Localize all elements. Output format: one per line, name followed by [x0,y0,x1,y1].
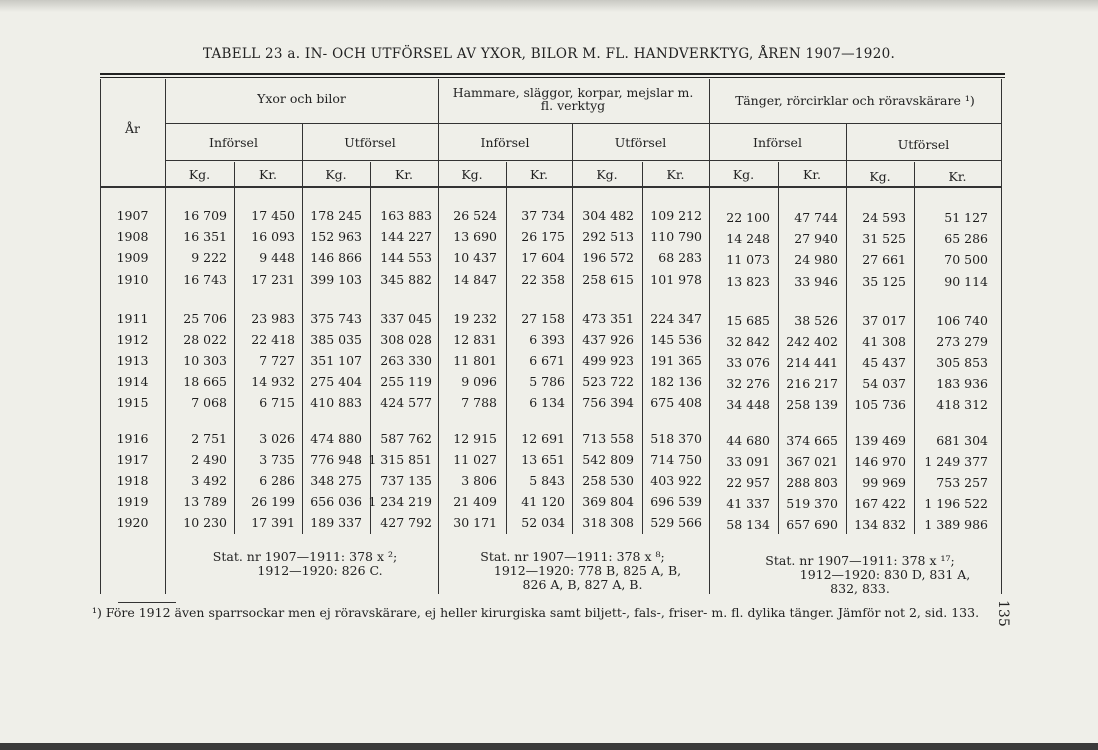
year-cell: 1913 [116,353,149,368]
table-cell: 41 337 [726,496,770,511]
stat-note-line: 1912—1920: 778 B, 825 A, B, [493,563,682,578]
table-cell: 99 969 [862,475,906,490]
kr-header: Kr. [666,167,685,182]
utforsel-header: Utförsel [344,135,396,150]
table-cell: 410 883 [310,395,362,410]
table-cell: 10 437 [453,250,497,265]
kg-header: Kg. [732,167,755,182]
table-cell: 26 175 [521,229,565,244]
table-cell: 214 441 [786,355,838,370]
table-cell: 183 936 [936,376,988,391]
table-cell: 38 526 [794,313,838,328]
table-cell: 737 135 [380,473,432,488]
table-cell: 273 279 [936,334,988,349]
stat-note-line: 1912—1920: 826 C. [257,563,383,578]
table-cell: 24 593 [862,210,906,225]
table-cell: 696 539 [650,494,702,509]
table-cell: 15 685 [726,313,770,328]
table-cell: 23 983 [251,311,295,326]
table-cell: 12 831 [453,332,497,347]
table-cell: 31 525 [862,231,906,246]
table-title: TABELL 23 a. IN- OCH UTFÖRSEL AV YXOR, BILOR M. FL. HANDVERKTYG, ÅREN 1907—1920. [202,46,896,62]
table-cell: 14 932 [251,374,295,389]
table-cell: 134 832 [854,517,906,532]
table-cell: 21 409 [453,494,497,509]
table-cell: 41 308 [862,334,906,349]
table-cell: 242 402 [786,334,838,349]
table-cell: 13 690 [453,229,497,244]
table-cell: 9 222 [191,250,227,265]
stat-note-group3 [725,554,995,596]
table-cell: 163 883 [380,208,432,223]
header-line [165,160,1001,161]
year-cell: 1919 [116,494,149,509]
table-cell: 101 978 [650,272,702,287]
page-number: 135 [995,600,1011,627]
year-cell: 1914 [116,374,149,389]
table-cell: 11 073 [726,252,770,267]
table-cell: 318 308 [582,515,634,530]
table-cell: 518 370 [650,431,702,446]
table-cell: 27 940 [794,231,838,246]
table-cell: 196 572 [582,250,634,265]
footnote: ¹) Före 1912 även sparrsockar men ej röravskärare, ej heller kirurgiska samt biljett-, fals-, friser- m. fl. dylika tänger. Jämför not 2, sid. 133. [92,605,980,620]
table-cell: 10 303 [183,353,227,368]
table-cell: 16 709 [183,208,227,223]
table-cell: 9 448 [259,250,295,265]
table-cell: 523 722 [582,374,634,389]
table-cell: 1 389 986 [924,517,988,532]
table-cell: 16 743 [183,272,227,287]
table-cell: 51 127 [944,210,988,225]
stat-note-line: 1912—1920: 830 D, 831 A, [799,567,971,582]
table-cell: 13 789 [183,494,227,509]
table-cell: 473 351 [582,311,634,326]
footnote-rule [118,602,176,603]
table-cell: 587 762 [380,431,432,446]
table-cell: 182 136 [650,374,702,389]
kr-header: Kr. [530,167,548,182]
table-cell: 106 740 [936,313,988,328]
table-cell: 7 068 [191,395,227,410]
table-cell: 529 566 [650,515,702,530]
table-cell: 16 351 [183,229,227,244]
utforsel-header: Utförsel [897,137,950,152]
table-cell: 27 158 [521,311,565,326]
table-cell: 399 103 [310,272,362,287]
utforsel-header: Utförsel [614,135,667,150]
table-cell: 33 946 [794,274,838,289]
table-cell: 345 882 [380,272,432,287]
group1-header: Yxor och bilor [257,91,346,106]
table-cell: 90 114 [944,274,988,289]
year-cell: 1917 [116,452,149,467]
table-cell: 65 286 [944,231,988,246]
table-cell: 32 276 [726,376,770,391]
year-cell: 1907 [116,208,149,223]
table-cell: 424 577 [380,395,432,410]
year-cell: 1916 [116,431,149,446]
table-cell: 22 100 [726,210,770,225]
stat-note-line: 832, 833. [830,581,890,596]
table-cell: 13 823 [726,274,770,289]
table-cell: 224 347 [650,311,702,326]
table-cell: 11 027 [453,452,497,467]
year-cell: 1910 [116,272,149,287]
col-divider [914,162,915,534]
year-cell: 1920 [116,515,149,530]
table-cell: 139 469 [854,433,906,448]
table-cell: 146 866 [310,250,362,265]
table-cell: 385 035 [310,332,362,347]
table-cell: 6 715 [259,395,295,410]
table-cell: 144 553 [380,250,432,265]
table-cell: 109 212 [650,208,702,223]
table-cell: 657 690 [786,517,838,532]
table-cell: 34 448 [726,397,770,412]
inforsel-header: Införsel [209,135,258,150]
table-cell: 1 249 377 [924,454,988,469]
table-cell: 44 680 [726,433,770,448]
stat-note-line: Stat. nr 1907—1911: 378 x ¹⁷; [765,553,955,568]
table-cell: 292 513 [582,229,634,244]
table-cell: 3 492 [191,473,227,488]
header-bottom-rule [100,186,1002,188]
table-cell: 144 227 [380,229,432,244]
table-cell: 216 217 [786,376,838,391]
table-cell: 191 365 [650,353,702,368]
table-cell: 542 809 [582,452,634,467]
page-edge-shadow [0,0,1098,12]
table-cell: 5 843 [529,473,565,488]
table-cell: 167 422 [854,496,906,511]
kg-header: Kg. [596,167,618,182]
table-cell: 3 806 [461,473,497,488]
table-cell: 337 045 [380,311,432,326]
table-cell: 1 234 219 [368,494,432,509]
year-cell: 1909 [116,250,149,265]
table-cell: 35 125 [862,274,906,289]
table-cell: 258 615 [582,272,634,287]
table-cell: 30 171 [453,515,497,530]
table-cell: 403 922 [650,473,702,488]
table-cell: 47 744 [794,210,838,225]
kg-header: Kg. [869,169,891,184]
table-cell: 58 134 [726,517,770,532]
table-cell: 713 558 [582,431,634,446]
table-cell: 375 743 [310,311,362,326]
table-cell: 776 948 [310,452,362,467]
year-cell: 1915 [116,395,149,410]
table-cell: 16 093 [251,229,295,244]
table-cell: 11 801 [453,353,497,368]
kr-header: Kr. [395,167,413,182]
table-cell: 374 665 [786,433,838,448]
table-cell: 519 370 [786,496,838,511]
table-right-border [1001,79,1002,594]
kg-header: Kg. [188,167,211,182]
table-cell: 351 107 [310,353,362,368]
table-cell: 18 665 [183,374,227,389]
table-cell: 26 524 [453,208,497,223]
table-cell: 7 727 [259,353,295,368]
table-cell: 26 199 [251,494,295,509]
table-cell: 17 604 [521,250,565,265]
table-cell: 258 139 [786,397,838,412]
table-cell: 52 034 [521,515,565,530]
table-cell: 68 283 [658,250,702,265]
table-cell: 41 120 [521,494,565,509]
table-cell: 145 536 [650,332,702,347]
stat-note-line: 826 A, B, 827 A, B. [522,577,643,592]
year-cell: 1918 [116,473,149,488]
table-cell: 152 963 [310,229,362,244]
table-cell: 6 286 [259,473,295,488]
table-cell: 275 404 [310,374,362,389]
table-cell: 656 036 [310,494,362,509]
inforsel-header: Införsel [480,135,530,150]
kr-header: Kr. [803,167,821,182]
table-cell: 105 736 [854,397,906,412]
stat-note-group1 [180,550,430,578]
table-cell: 6 671 [529,353,565,368]
table-cell: 681 304 [936,433,988,448]
stat-note-group2 [445,550,700,592]
table-cell: 3 735 [259,452,295,467]
table-cell: 437 926 [582,332,634,347]
table-cell: 304 482 [582,208,634,223]
table-cell: 288 803 [786,475,838,490]
table-cell: 110 790 [650,229,702,244]
table-cell: 45 437 [862,355,906,370]
table-cell: 714 750 [650,452,702,467]
table-cell: 33 091 [726,454,770,469]
kg-header: Kg. [461,167,483,182]
table-cell: 367 021 [786,454,838,469]
kg-header: Kg. [325,167,347,182]
table-cell: 70 500 [944,252,988,267]
table-cell: 12 915 [453,431,497,446]
table-cell: 6 134 [529,395,565,410]
table-cell: 22 358 [521,272,565,287]
table-cell: 427 792 [380,515,432,530]
table-cell: 675 408 [650,395,702,410]
table-cell: 1 196 522 [924,496,988,511]
inforsel-header: Införsel [753,135,802,150]
table-cell: 25 706 [183,311,227,326]
table-cell: 28 022 [183,332,227,347]
table-cell: 19 232 [453,311,497,326]
table-cell: 1 315 851 [368,452,432,467]
table-cell: 499 923 [582,353,634,368]
table-cell: 308 028 [380,332,432,347]
title-rule-thin [100,77,1005,78]
table-cell: 255 119 [380,374,432,389]
table-cell: 14 248 [726,231,770,246]
table-cell: 7 788 [461,395,497,410]
stat-note-line: Stat. nr 1907—1911: 378 x ⁸; [480,549,665,564]
table-cell: 24 980 [794,252,838,267]
table-cell: 263 330 [380,353,432,368]
table-cell: 37 734 [521,208,565,223]
table-cell: 418 312 [936,397,988,412]
table-cell: 2 490 [191,452,227,467]
table-cell: 258 530 [582,473,634,488]
table-cell: 9 096 [461,374,497,389]
stat-note-line: Stat. nr 1907—1911: 378 x ²; [212,549,398,564]
table-cell: 189 337 [310,515,362,530]
table-cell: 12 691 [521,431,565,446]
table-cell: 22 418 [251,332,295,347]
table-cell: 17 391 [251,515,295,530]
table-cell: 17 231 [251,272,295,287]
table-cell: 474 880 [310,431,362,446]
table-cell: 33 076 [726,355,770,370]
group2-header: Hammare, släggor, korpar, mejslar m. fl. verktyg [452,85,694,113]
header-line [165,123,1001,124]
year-cell: 1911 [116,311,149,326]
table-cell: 6 393 [529,332,565,347]
table-cell: 13 651 [521,452,565,467]
year-header: År [124,121,140,136]
kr-header: Kr. [259,167,277,182]
table-cell: 756 394 [582,395,634,410]
table-cell: 37 017 [862,313,906,328]
table-cell: 10 230 [183,515,227,530]
table-cell: 753 257 [936,475,988,490]
table-cell: 17 450 [251,208,295,223]
table-cell: 178 245 [310,208,362,223]
table-cell: 348 275 [310,473,362,488]
table-cell: 5 786 [529,374,565,389]
table-cell: 14 847 [453,272,497,287]
table-cell: 369 804 [582,494,634,509]
kr-header: Kr. [948,169,967,184]
table-cell: 2 751 [191,431,227,446]
table-cell: 32 842 [726,334,770,349]
year-cell: 1908 [116,229,149,244]
table-cell: 305 853 [936,355,988,370]
year-cell: 1912 [116,332,149,347]
table-cell: 27 661 [862,252,906,267]
table-cell: 3 026 [259,431,295,446]
title-rule [100,73,1005,75]
table-cell: 22 957 [726,475,770,490]
table-cell: 54 037 [862,376,906,391]
group3-header: Tänger, rörcirklar och röravskärare ¹) [735,93,975,108]
table-cell: 146 970 [854,454,906,469]
